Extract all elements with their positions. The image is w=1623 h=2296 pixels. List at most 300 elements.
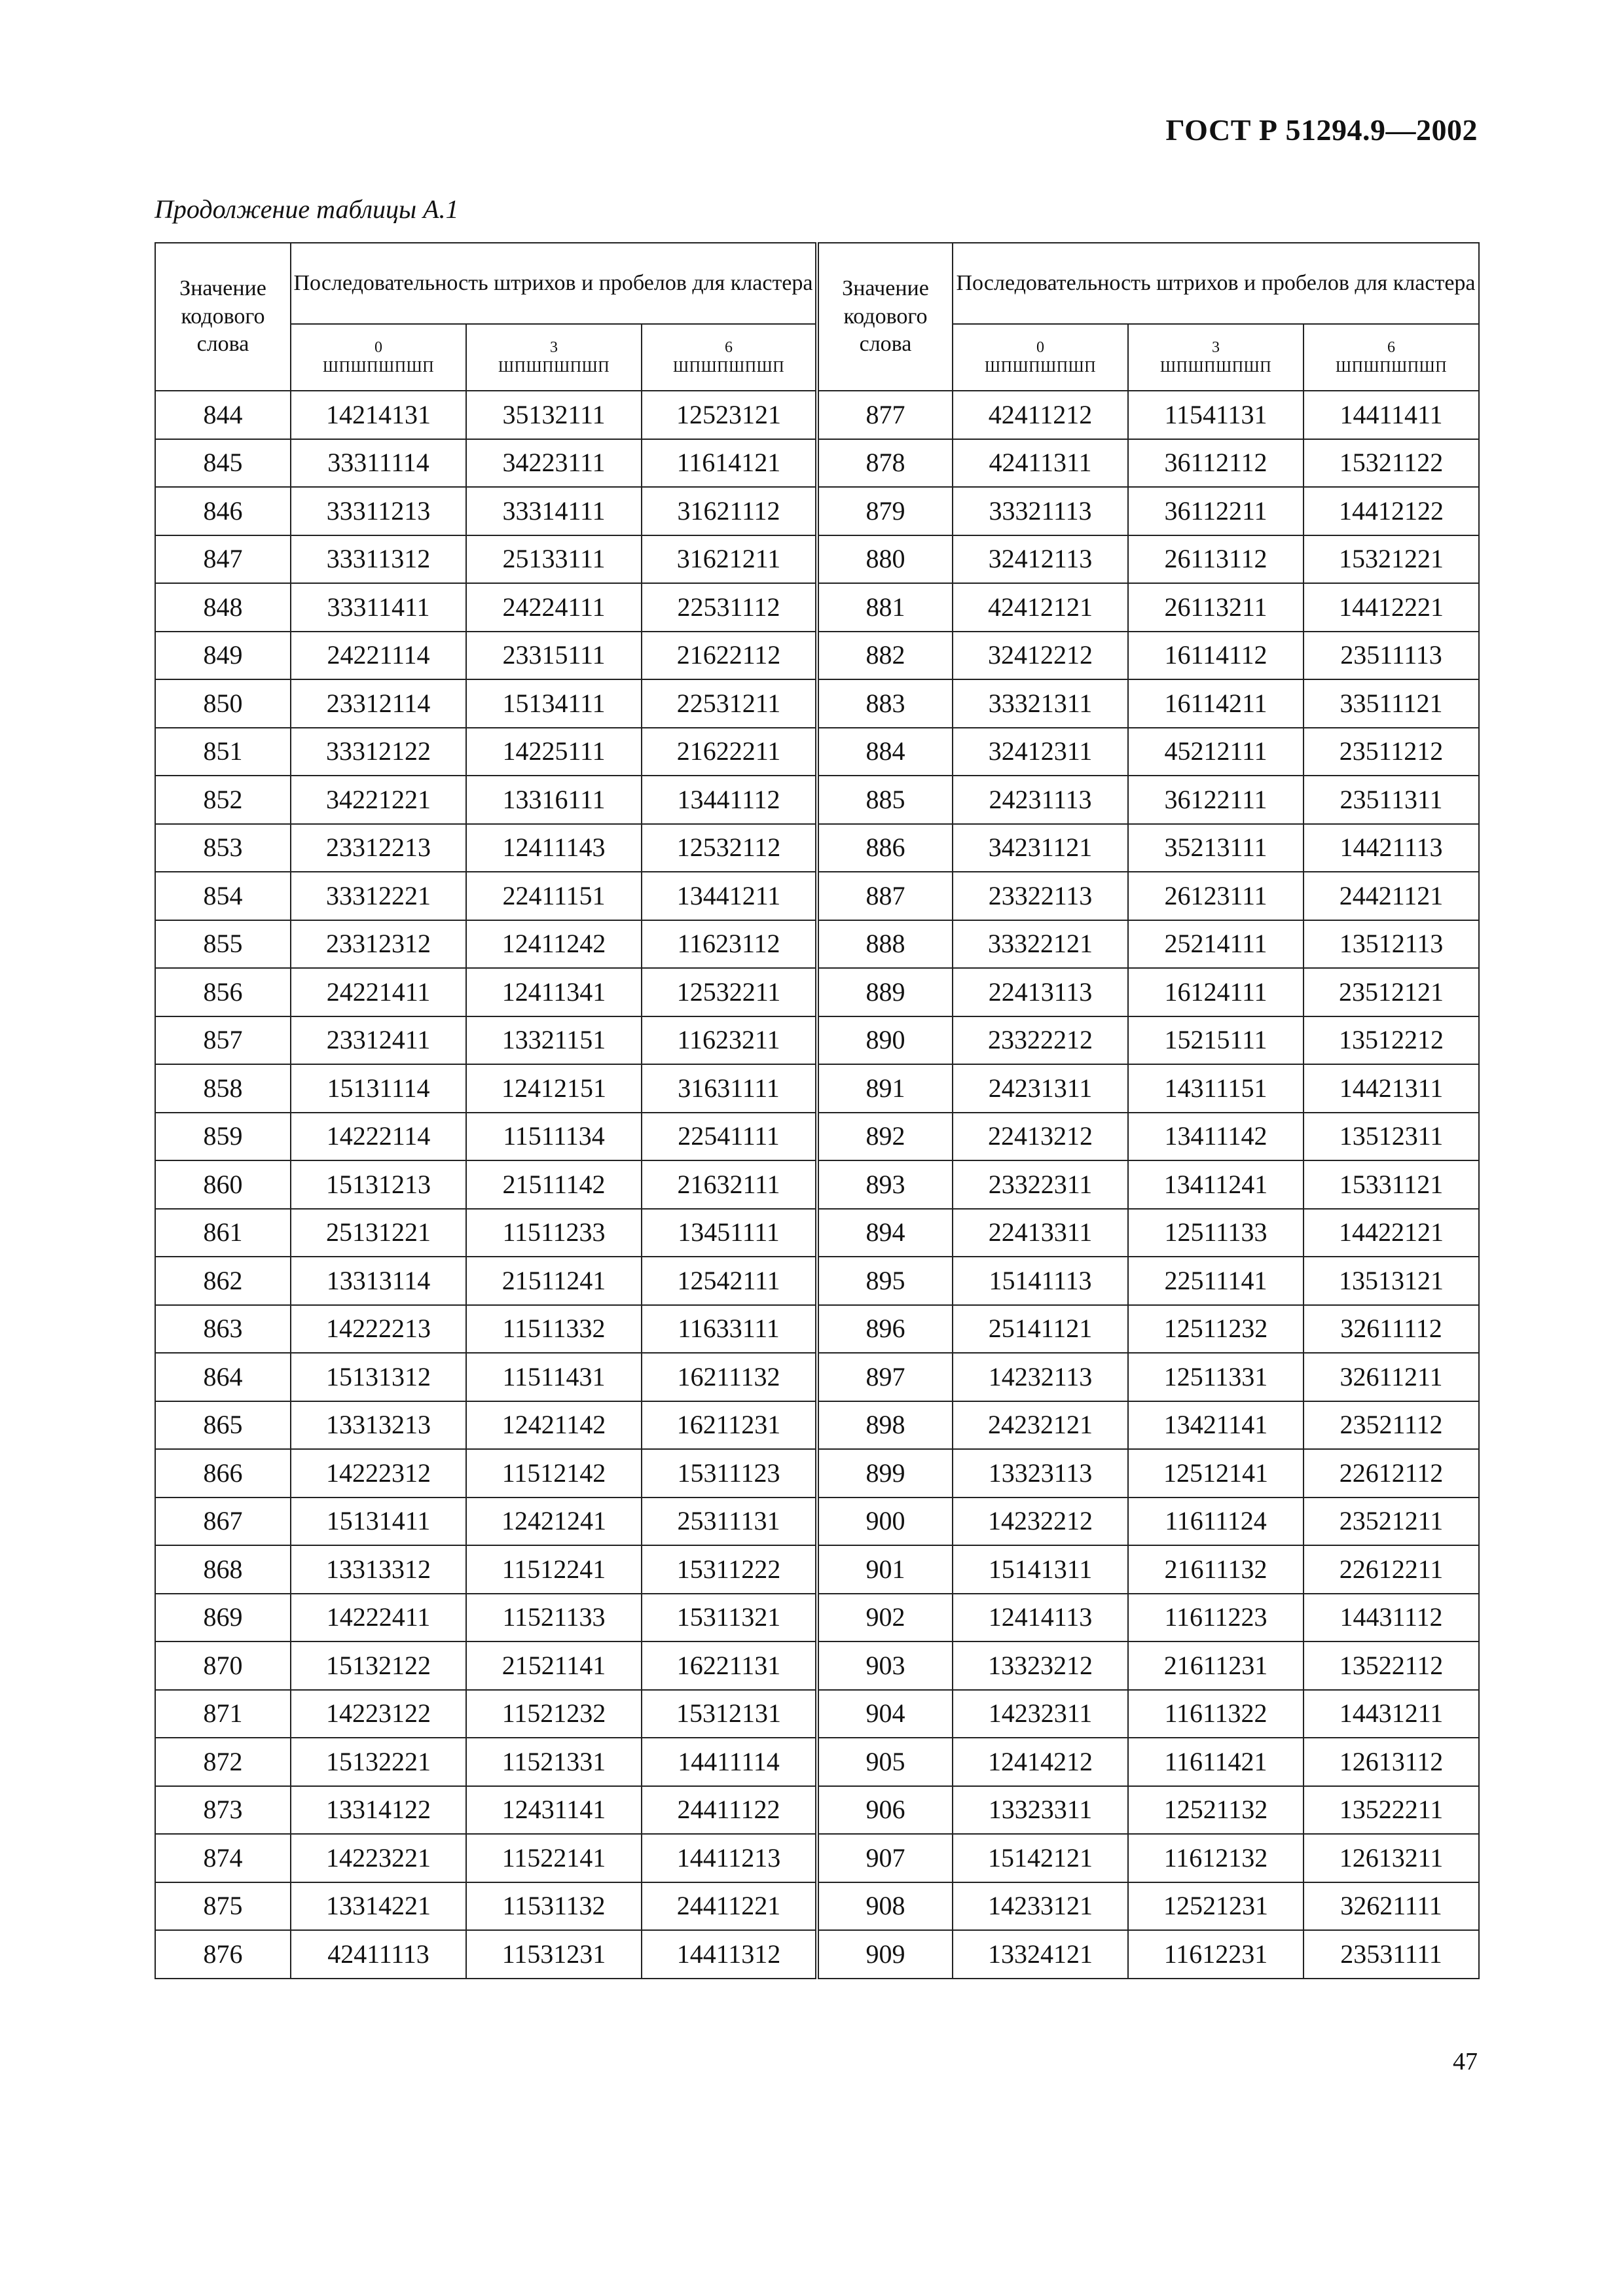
cell-value-right: 909 [817, 1930, 953, 1979]
cell-value-right: 888 [817, 920, 953, 969]
cell-cluster3-right: 22511141 [1128, 1257, 1304, 1305]
cell-cluster6-left: 31621211 [642, 535, 817, 584]
cell-cluster3-right: 11541131 [1128, 391, 1304, 439]
table-row [155, 1449, 1479, 1498]
cell-value-left: 871 [155, 1690, 291, 1738]
cell-cluster3-right: 12521231 [1128, 1882, 1304, 1931]
table-row [155, 535, 1479, 584]
cell-value-left: 873 [155, 1786, 291, 1835]
table-row [155, 824, 1479, 872]
cell-cluster6-right: 13512212 [1304, 1016, 1479, 1065]
cell-cluster3-right: 11612132 [1128, 1834, 1304, 1882]
cell-cluster0-right: 15141311 [953, 1545, 1128, 1594]
cell-value-right: 895 [817, 1257, 953, 1305]
cell-cluster0-right: 13324121 [953, 1930, 1128, 1979]
table-row [155, 679, 1479, 728]
cell-value-right: 907 [817, 1834, 953, 1882]
cell-cluster3-right: 11611223 [1128, 1594, 1304, 1642]
cell-cluster0-left: 15132221 [291, 1738, 466, 1786]
cell-cluster3-right: 13411142 [1128, 1113, 1304, 1161]
cell-value-left: 860 [155, 1160, 291, 1209]
cell-cluster6-left: 16211231 [642, 1401, 817, 1450]
cell-cluster3-left: 23315111 [466, 632, 642, 680]
cell-value-right: 889 [817, 968, 953, 1016]
cell-cluster0-left: 14222411 [291, 1594, 466, 1642]
table-row [155, 920, 1479, 969]
cell-cluster6-right: 15321221 [1304, 535, 1479, 584]
cell-cluster6-left: 24411122 [642, 1786, 817, 1835]
cell-cluster0-left: 13313114 [291, 1257, 466, 1305]
cell-cluster6-left: 21622112 [642, 632, 817, 680]
cell-value-right: 902 [817, 1594, 953, 1642]
cell-cluster6-left: 11633111 [642, 1305, 817, 1354]
cell-value-left: 876 [155, 1930, 291, 1979]
cell-value-right: 878 [817, 439, 953, 488]
cell-cluster0-left: 33311114 [291, 439, 466, 488]
cell-cluster0-right: 22413311 [953, 1209, 1128, 1257]
cell-cluster3-left: 35132111 [466, 391, 642, 439]
cluster-header-0-left: 0 ШПШПШПШП [291, 324, 466, 391]
table-row [155, 391, 1479, 439]
cell-value-left: 853 [155, 824, 291, 872]
cell-cluster3-right: 12512141 [1128, 1449, 1304, 1498]
cell-cluster6-left: 12532211 [642, 968, 817, 1016]
cell-cluster6-right: 23521211 [1304, 1498, 1479, 1546]
cell-value-left: 864 [155, 1353, 291, 1401]
cell-cluster6-left: 15312131 [642, 1690, 817, 1738]
cell-cluster0-left: 14222213 [291, 1305, 466, 1354]
cell-cluster0-right: 24231311 [953, 1064, 1128, 1113]
table-row [155, 1930, 1479, 1979]
cell-cluster3-right: 12511133 [1128, 1209, 1304, 1257]
cell-cluster3-right: 16114112 [1128, 632, 1304, 680]
cell-cluster0-right: 32412311 [953, 728, 1128, 776]
document-id: ГОСТ Р 51294.9—2002 [1165, 113, 1478, 147]
cell-cluster3-left: 11521133 [466, 1594, 642, 1642]
cell-cluster0-right: 13323212 [953, 1641, 1128, 1690]
cell-cluster0-right: 32412113 [953, 535, 1128, 584]
table-row [155, 1594, 1479, 1642]
table-row [155, 1209, 1479, 1257]
cell-cluster6-right: 33511121 [1304, 679, 1479, 728]
cell-value-left: 850 [155, 679, 291, 728]
table-row [155, 1016, 1479, 1065]
cell-value-left: 847 [155, 535, 291, 584]
cell-cluster3-left: 22411151 [466, 872, 642, 920]
col-header-sequence-right: Последовательность штрихов и пробелов для кластера [953, 243, 1479, 324]
cell-cluster0-right: 33322121 [953, 920, 1128, 969]
cell-cluster3-left: 12411143 [466, 824, 642, 872]
cell-cluster3-right: 45212111 [1128, 728, 1304, 776]
table-row [155, 1882, 1479, 1931]
cell-value-right: 879 [817, 487, 953, 535]
cell-cluster6-left: 22531112 [642, 583, 817, 632]
cell-cluster6-left: 25311131 [642, 1498, 817, 1546]
cell-cluster6-left: 15311222 [642, 1545, 817, 1594]
table-row [155, 1064, 1479, 1113]
cell-cluster0-right: 14232311 [953, 1690, 1128, 1738]
cell-value-right: 877 [817, 391, 953, 439]
cell-value-right: 906 [817, 1786, 953, 1835]
table-row [155, 1786, 1479, 1835]
cell-cluster3-left: 21511142 [466, 1160, 642, 1209]
cell-value-right: 908 [817, 1882, 953, 1931]
cell-cluster3-right: 26113112 [1128, 535, 1304, 584]
table-row [155, 1545, 1479, 1594]
cell-cluster6-left: 24411221 [642, 1882, 817, 1931]
cell-value-right: 884 [817, 728, 953, 776]
cell-cluster0-left: 15131411 [291, 1498, 466, 1546]
cell-cluster6-right: 23512121 [1304, 968, 1479, 1016]
table-row [155, 1690, 1479, 1738]
table-row [155, 1160, 1479, 1209]
cell-cluster0-right: 14233121 [953, 1882, 1128, 1931]
cell-cluster6-left: 31631111 [642, 1064, 817, 1113]
cell-cluster0-left: 15131114 [291, 1064, 466, 1113]
cell-cluster0-left: 33312122 [291, 728, 466, 776]
cell-cluster6-right: 23511113 [1304, 632, 1479, 680]
cell-cluster6-right: 32611211 [1304, 1353, 1479, 1401]
cell-cluster6-right: 22612211 [1304, 1545, 1479, 1594]
cell-cluster3-right: 11611322 [1128, 1690, 1304, 1738]
cell-cluster6-right: 13522112 [1304, 1641, 1479, 1690]
cell-value-left: 875 [155, 1882, 291, 1931]
table-body [155, 391, 1479, 1979]
cell-cluster6-right: 23531111 [1304, 1930, 1479, 1979]
cell-cluster0-right: 14232212 [953, 1498, 1128, 1546]
cell-cluster6-right: 12613112 [1304, 1738, 1479, 1786]
cell-value-left: 846 [155, 487, 291, 535]
cell-cluster0-right: 33321113 [953, 487, 1128, 535]
cell-value-left: 866 [155, 1449, 291, 1498]
cell-value-right: 900 [817, 1498, 953, 1546]
cell-value-right: 887 [817, 872, 953, 920]
cell-cluster0-left: 33312221 [291, 872, 466, 920]
cell-cluster6-left: 22531211 [642, 679, 817, 728]
cell-cluster3-left: 25133111 [466, 535, 642, 584]
cell-cluster3-left: 11511332 [466, 1305, 642, 1354]
cell-cluster0-right: 12414212 [953, 1738, 1128, 1786]
col-header-sequence-left: Последовательность штрихов и пробелов для кластера [291, 243, 817, 324]
cell-cluster6-left: 14411114 [642, 1738, 817, 1786]
cell-cluster0-left: 13314122 [291, 1786, 466, 1835]
cell-cluster0-left: 24221411 [291, 968, 466, 1016]
cell-cluster3-left: 11511233 [466, 1209, 642, 1257]
cell-value-left: 874 [155, 1834, 291, 1882]
cell-cluster0-right: 13323113 [953, 1449, 1128, 1498]
cell-cluster3-left: 21521141 [466, 1641, 642, 1690]
cell-value-left: 848 [155, 583, 291, 632]
cell-cluster3-right: 36112211 [1128, 487, 1304, 535]
cell-cluster3-left: 11511134 [466, 1113, 642, 1161]
cell-cluster6-left: 12523121 [642, 391, 817, 439]
cell-cluster6-left: 21622211 [642, 728, 817, 776]
cell-cluster0-left: 14214131 [291, 391, 466, 439]
cell-cluster0-left: 34221221 [291, 776, 466, 824]
cell-cluster6-right: 13522211 [1304, 1786, 1479, 1835]
cell-cluster0-right: 42411311 [953, 439, 1128, 488]
table-row [155, 1113, 1479, 1161]
cell-cluster3-left: 12412151 [466, 1064, 642, 1113]
cell-cluster3-right: 21611132 [1128, 1545, 1304, 1594]
cell-cluster3-right: 16124111 [1128, 968, 1304, 1016]
cell-cluster0-left: 23312312 [291, 920, 466, 969]
cell-value-right: 901 [817, 1545, 953, 1594]
cell-cluster6-right: 23521112 [1304, 1401, 1479, 1450]
cell-cluster0-right: 23322212 [953, 1016, 1128, 1065]
table-row [155, 1738, 1479, 1786]
cell-cluster6-right: 14421311 [1304, 1064, 1479, 1113]
table-row [155, 1353, 1479, 1401]
cell-value-right: 881 [817, 583, 953, 632]
cell-cluster3-left: 33314111 [466, 487, 642, 535]
cell-cluster6-right: 23511212 [1304, 728, 1479, 776]
cell-cluster3-right: 11612231 [1128, 1930, 1304, 1979]
cell-cluster0-right: 32412212 [953, 632, 1128, 680]
cell-cluster3-right: 15215111 [1128, 1016, 1304, 1065]
cell-cluster0-right: 42412121 [953, 583, 1128, 632]
cell-cluster6-left: 21632111 [642, 1160, 817, 1209]
cell-value-left: 861 [155, 1209, 291, 1257]
cell-cluster3-left: 15134111 [466, 679, 642, 728]
cell-cluster0-right: 15142121 [953, 1834, 1128, 1882]
cell-cluster6-right: 14431211 [1304, 1690, 1479, 1738]
cell-value-right: 897 [817, 1353, 953, 1401]
cell-cluster0-left: 13314221 [291, 1882, 466, 1931]
page-number: 47 [1453, 2048, 1478, 2075]
cell-cluster3-right: 13411241 [1128, 1160, 1304, 1209]
cell-cluster0-right: 42411212 [953, 391, 1128, 439]
cell-cluster3-right: 26123111 [1128, 872, 1304, 920]
cell-cluster3-right: 12521132 [1128, 1786, 1304, 1835]
cell-cluster3-left: 12421142 [466, 1401, 642, 1450]
cell-cluster0-left: 33311213 [291, 487, 466, 535]
cell-cluster6-left: 11623211 [642, 1016, 817, 1065]
cell-cluster3-right: 36112112 [1128, 439, 1304, 488]
cell-value-left: 867 [155, 1498, 291, 1546]
cell-cluster0-left: 33311312 [291, 535, 466, 584]
cell-value-right: 894 [817, 1209, 953, 1257]
table-row [155, 968, 1479, 1016]
cluster-header-6-right: 6 ШПШПШПШП [1304, 324, 1479, 391]
cell-cluster6-right: 13512113 [1304, 920, 1479, 969]
cell-cluster6-left: 31621112 [642, 487, 817, 535]
cell-cluster3-right: 13421141 [1128, 1401, 1304, 1450]
cell-cluster0-left: 33311411 [291, 583, 466, 632]
cell-cluster0-left: 23312114 [291, 679, 466, 728]
cell-cluster0-right: 15141113 [953, 1257, 1128, 1305]
cell-cluster3-right: 25214111 [1128, 920, 1304, 969]
cell-cluster3-left: 11521232 [466, 1690, 642, 1738]
cell-cluster3-right: 11611421 [1128, 1738, 1304, 1786]
cell-cluster6-right: 14421113 [1304, 824, 1479, 872]
cell-cluster3-left: 12411341 [466, 968, 642, 1016]
cell-cluster0-right: 23322311 [953, 1160, 1128, 1209]
cell-cluster6-left: 13441112 [642, 776, 817, 824]
cell-value-right: 880 [817, 535, 953, 584]
cluster-header-3-left: 3 ШПШПШПШП [466, 324, 642, 391]
table-row [155, 583, 1479, 632]
cell-cluster6-left: 12532112 [642, 824, 817, 872]
table-row [155, 872, 1479, 920]
cell-value-left: 868 [155, 1545, 291, 1594]
cell-cluster3-right: 12511232 [1128, 1305, 1304, 1354]
cell-value-left: 857 [155, 1016, 291, 1065]
cell-cluster6-right: 13513121 [1304, 1257, 1479, 1305]
cell-value-left: 856 [155, 968, 291, 1016]
cell-cluster6-left: 14411213 [642, 1834, 817, 1882]
cell-value-right: 898 [817, 1401, 953, 1450]
cell-cluster3-left: 13321151 [466, 1016, 642, 1065]
cell-cluster0-left: 23312411 [291, 1016, 466, 1065]
cell-cluster0-left: 15131312 [291, 1353, 466, 1401]
cell-value-left: 869 [155, 1594, 291, 1642]
cell-cluster6-left: 13441211 [642, 872, 817, 920]
cell-value-right: 896 [817, 1305, 953, 1354]
cell-value-right: 890 [817, 1016, 953, 1065]
cell-cluster0-left: 15131213 [291, 1160, 466, 1209]
cell-value-right: 899 [817, 1449, 953, 1498]
cell-cluster6-right: 14431112 [1304, 1594, 1479, 1642]
cell-cluster0-left: 15132122 [291, 1641, 466, 1690]
col-header-value-right: Значение кодового слова [817, 243, 953, 391]
table-row [155, 1257, 1479, 1305]
table-row [155, 632, 1479, 680]
cluster-header-0-right: 0 ШПШПШПШП [953, 324, 1128, 391]
cell-cluster0-left: 14223122 [291, 1690, 466, 1738]
table-row [155, 1834, 1479, 1882]
table-row [155, 1305, 1479, 1354]
cell-cluster0-right: 33321311 [953, 679, 1128, 728]
cell-value-left: 863 [155, 1305, 291, 1354]
cell-value-left: 859 [155, 1113, 291, 1161]
cell-cluster6-left: 11623112 [642, 920, 817, 969]
cell-cluster6-right: 32611112 [1304, 1305, 1479, 1354]
table-row [155, 1401, 1479, 1450]
table-row [155, 1641, 1479, 1690]
cell-value-left: 854 [155, 872, 291, 920]
cell-cluster0-right: 23322113 [953, 872, 1128, 920]
cell-cluster0-left: 14222114 [291, 1113, 466, 1161]
cell-cluster3-left: 34223111 [466, 439, 642, 488]
cell-cluster3-right: 12511331 [1128, 1353, 1304, 1401]
cell-value-left: 858 [155, 1064, 291, 1113]
cell-value-right: 904 [817, 1690, 953, 1738]
cell-cluster3-left: 11511431 [466, 1353, 642, 1401]
cell-value-right: 885 [817, 776, 953, 824]
cell-cluster6-left: 11614121 [642, 439, 817, 488]
cell-cluster3-left: 11531132 [466, 1882, 642, 1931]
cell-cluster3-left: 11521331 [466, 1738, 642, 1786]
cell-cluster6-right: 14412122 [1304, 487, 1479, 535]
cell-cluster3-right: 36122111 [1128, 776, 1304, 824]
cell-cluster6-right: 23511311 [1304, 776, 1479, 824]
cell-cluster3-left: 24224111 [466, 583, 642, 632]
cell-cluster6-right: 32621111 [1304, 1882, 1479, 1931]
cluster-header-6-left: 6 ШПШПШПШП [642, 324, 817, 391]
cell-cluster0-left: 14222312 [291, 1449, 466, 1498]
col-header-value-left: Значение кодового слова [155, 243, 291, 391]
table-row [155, 439, 1479, 488]
cell-cluster3-left: 13316111 [466, 776, 642, 824]
cell-cluster3-right: 35213111 [1128, 824, 1304, 872]
cell-cluster6-left: 16221131 [642, 1641, 817, 1690]
cell-cluster0-left: 23312213 [291, 824, 466, 872]
cluster-header-3-right: 3 ШПШПШПШП [1128, 324, 1304, 391]
cell-cluster0-right: 25141121 [953, 1305, 1128, 1354]
cell-cluster6-right: 14411411 [1304, 391, 1479, 439]
cell-cluster0-right: 24231113 [953, 776, 1128, 824]
cell-cluster3-left: 14225111 [466, 728, 642, 776]
cell-cluster3-left: 11522141 [466, 1834, 642, 1882]
cell-cluster6-left: 22541111 [642, 1113, 817, 1161]
cell-value-right: 903 [817, 1641, 953, 1690]
cell-cluster0-right: 12414113 [953, 1594, 1128, 1642]
cell-cluster6-left: 14411312 [642, 1930, 817, 1979]
cell-cluster0-left: 13313213 [291, 1401, 466, 1450]
cell-cluster3-right: 14311151 [1128, 1064, 1304, 1113]
cell-cluster6-right: 15321122 [1304, 439, 1479, 488]
cell-cluster0-right: 22413212 [953, 1113, 1128, 1161]
cell-value-right: 886 [817, 824, 953, 872]
table-row [155, 728, 1479, 776]
cell-value-left: 870 [155, 1641, 291, 1690]
cell-cluster6-left: 15311123 [642, 1449, 817, 1498]
cell-cluster0-left: 25131221 [291, 1209, 466, 1257]
cell-cluster0-right: 13323311 [953, 1786, 1128, 1835]
cell-cluster3-left: 12431141 [466, 1786, 642, 1835]
cell-cluster0-left: 13313312 [291, 1545, 466, 1594]
cell-value-left: 855 [155, 920, 291, 969]
cell-cluster3-left: 21511241 [466, 1257, 642, 1305]
cell-value-right: 883 [817, 679, 953, 728]
cell-cluster6-left: 16211132 [642, 1353, 817, 1401]
cell-cluster0-left: 14223221 [291, 1834, 466, 1882]
table-row [155, 487, 1479, 535]
cell-cluster0-right: 22413113 [953, 968, 1128, 1016]
cell-cluster6-left: 12542111 [642, 1257, 817, 1305]
cell-value-right: 891 [817, 1064, 953, 1113]
cell-cluster0-right: 24232121 [953, 1401, 1128, 1450]
cell-cluster6-right: 24421121 [1304, 872, 1479, 920]
code-table [155, 242, 1480, 1979]
cell-value-left: 845 [155, 439, 291, 488]
cell-cluster0-right: 14232113 [953, 1353, 1128, 1401]
cell-cluster6-right: 12613211 [1304, 1834, 1479, 1882]
cell-value-left: 851 [155, 728, 291, 776]
cell-cluster3-left: 11512142 [466, 1449, 642, 1498]
cell-cluster6-left: 13451111 [642, 1209, 817, 1257]
cell-cluster3-left: 11512241 [466, 1545, 642, 1594]
cell-cluster6-right: 14422121 [1304, 1209, 1479, 1257]
cell-value-left: 844 [155, 391, 291, 439]
cell-cluster3-left: 11531231 [466, 1930, 642, 1979]
cell-value-right: 892 [817, 1113, 953, 1161]
cell-cluster6-right: 13512311 [1304, 1113, 1479, 1161]
cell-cluster6-right: 15331121 [1304, 1160, 1479, 1209]
cell-cluster3-right: 26113211 [1128, 583, 1304, 632]
cell-value-left: 852 [155, 776, 291, 824]
cell-cluster3-left: 12421241 [466, 1498, 642, 1546]
cell-value-left: 862 [155, 1257, 291, 1305]
cell-cluster3-right: 11611124 [1128, 1498, 1304, 1546]
cell-cluster0-left: 24221114 [291, 632, 466, 680]
cell-value-left: 865 [155, 1401, 291, 1450]
table-row [155, 776, 1479, 824]
cell-value-right: 882 [817, 632, 953, 680]
cell-cluster3-left: 12411242 [466, 920, 642, 969]
cell-value-left: 872 [155, 1738, 291, 1786]
